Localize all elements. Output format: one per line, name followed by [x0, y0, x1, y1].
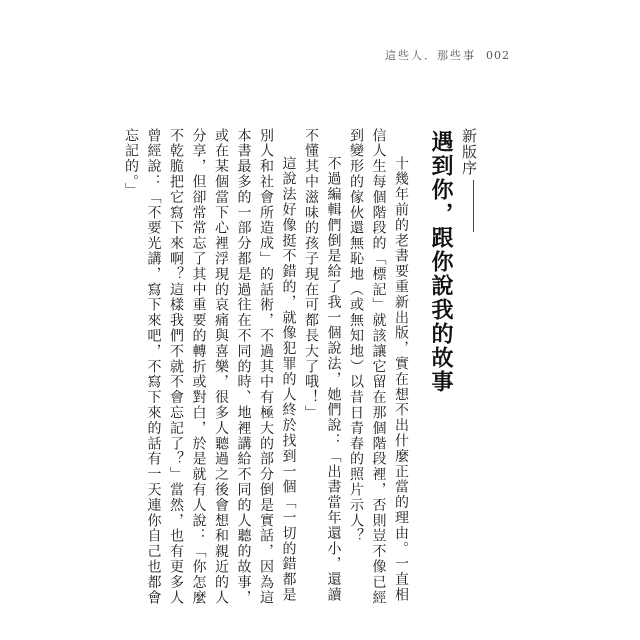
running-header-title: 這些人．那些事 [385, 49, 476, 62]
running-header [385, 47, 510, 63]
paragraph-3: 這說法好像挺不錯的，就像犯罪的人終於找到一個「一切的錯都是別人和社會所造成」的話術，不過其中有極大的部分倒是實話，因為這本書最多的一部分都是過往在不同的時、地裡講給不同的人聽的故事，或在某個當下心裡浮現的哀痛與喜樂，很多人聽過之後會想和親近的人分享，但卻常常忘了其中重要的轉折或對白，於是就有人說：「你怎麼不乾脆把它寫下來啊？這樣我們不就不會忘記了？」當然，也有更多人曾經說：「不要光講，寫下來吧，不寫下來的話有一天連你自己也都會忘記的。」 [123, 128, 297, 606]
vertical-text-area [123, 128, 480, 608]
page-number: 002 [486, 49, 510, 62]
heading-dash-rule [472, 180, 474, 232]
section-label: 新版序 [458, 128, 480, 608]
chapter-title: 遇到你，跟你說我的故事 [428, 130, 454, 394]
paragraph-2: 不過編輯們倒是給了我一個說法，她們說：「出書當年還小，還讀不懂其中滋味的孩子現在可都長大了哦！」 [303, 128, 342, 603]
paragraph-1: 十幾年前的老書要重新出版，實在想不出什麼正當的理由。一直相信人生每個階段的「標記」就該讓它留在那個階段裡，否則豈不像已經到變形的傢伙還無恥地（或無知地）以昔日青春的照片示人？ [348, 128, 409, 606]
chapter-heading [426, 128, 480, 608]
